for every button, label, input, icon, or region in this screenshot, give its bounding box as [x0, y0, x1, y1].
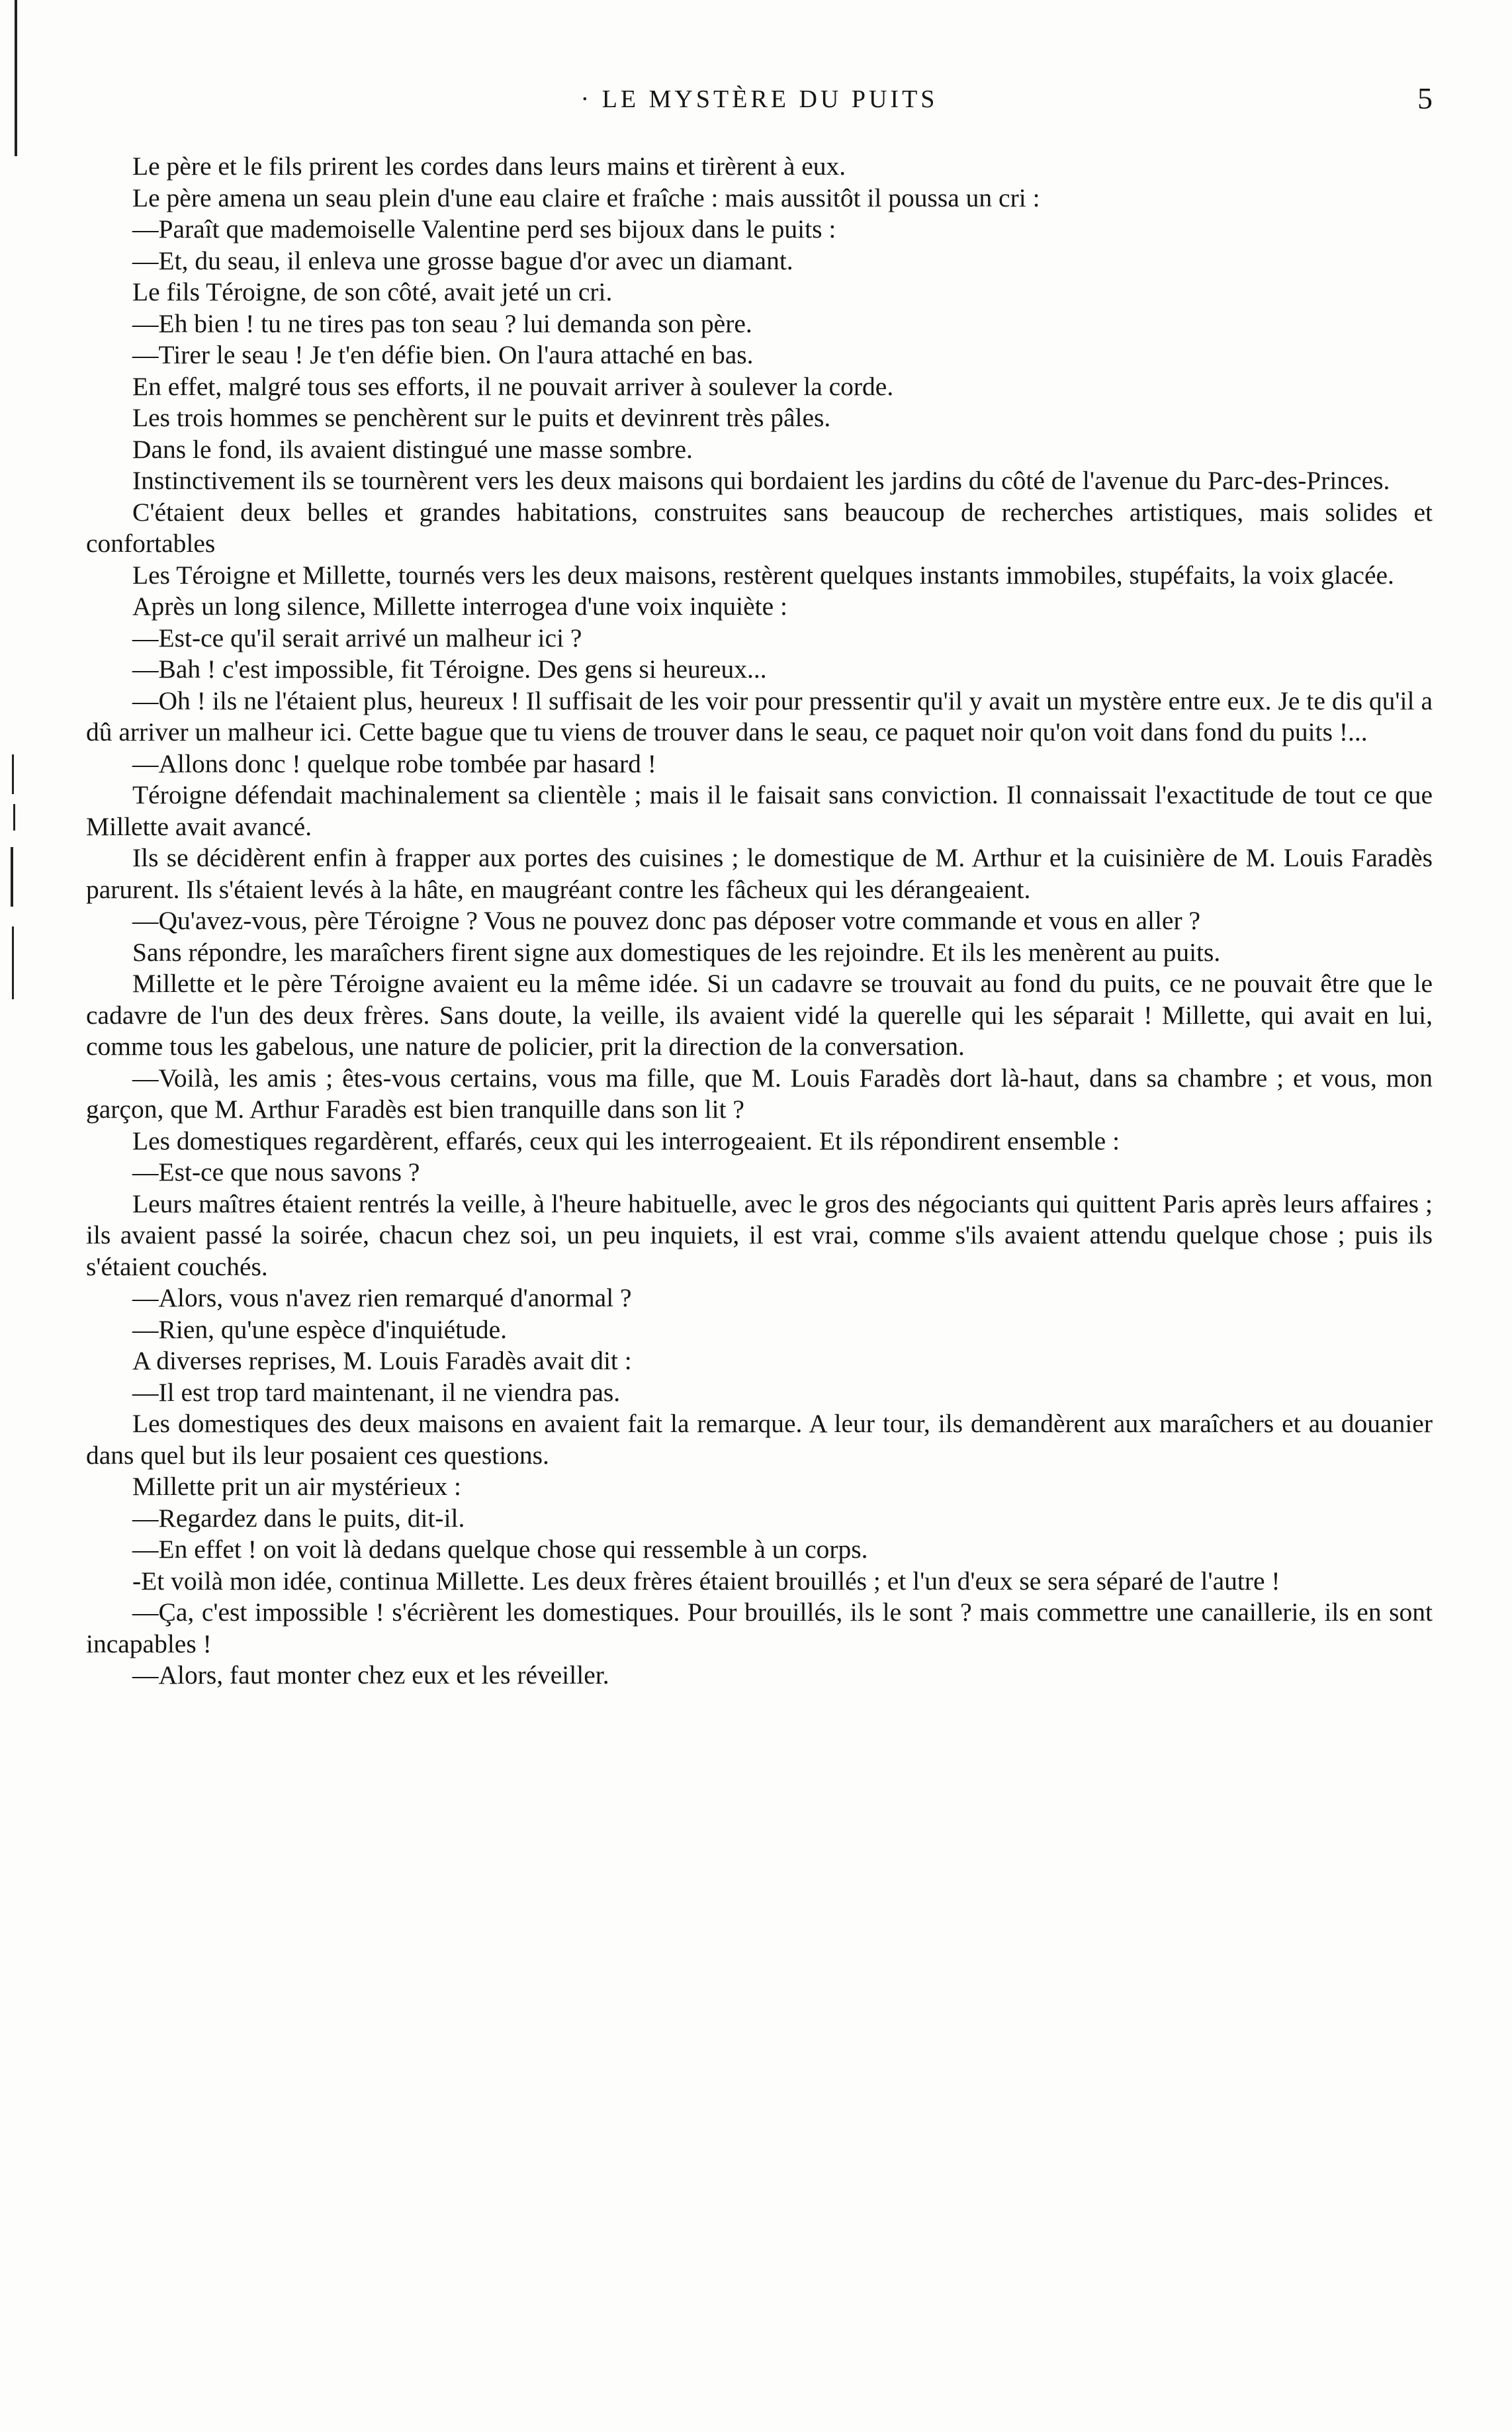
paragraph: Les Téroigne et Millette, tournés vers les deux maisons, restèrent quelques instants immobiles, stupéfaits, la voix glacée.: [132, 560, 1394, 590]
paragraph: —Rien, qu'une espèce d'inquiétude.: [132, 1314, 507, 1344]
paragraph: Les domestiques des deux maisons en avaient fait la remarque. A leur tour, ils demandèrent aux maraîchers et au douanier dans quel but ils leur posaient ces questions.: [86, 1409, 1433, 1470]
paragraph: Téroigne défendait machinalement sa clientèle ; mais il le faisait sans conviction. Il connaissait l'exactitude de tout ce que Millette avait avancé.: [86, 780, 1433, 841]
paragraph: Les trois hommes se penchèrent sur le puits et devinrent très pâles.: [132, 403, 831, 432]
paragraph: Le fils Téroigne, de son côté, avait jeté un cri.: [132, 277, 613, 306]
paragraph: Leurs maîtres étaient rentrés la veille, à l'heure habituelle, avec le gros des négociants qui quittent Paris après leurs affaires ; ils avaient passé la soirée, chacun chez soi, un peu inquiets, il est vrai, comme s'ils avaient attendu quelque chose ; puis ils s'étaient couchés.: [86, 1189, 1433, 1281]
paragraph: Dans le fond, ils avaient distingué une masse sombre.: [132, 434, 693, 464]
paragraph: Instinctivement ils se tournèrent vers les deux maisons qui bordaient les jardins du côté de l'avenue du Parc-des-Princes.: [132, 466, 1390, 495]
paragraph: —Et, du seau, il enleva une grosse bague d'or avec un diamant.: [132, 246, 793, 275]
paragraph: Après un long silence, Millette interrogea d'une voix inquiète :: [132, 592, 787, 621]
margin-rule: [12, 754, 14, 794]
paragraph: —Alors, faut monter chez eux et les réveiller.: [132, 1660, 609, 1689]
paragraph: Le père amena un seau plein d'une eau claire et fraîche : mais aussitôt il poussa un cri :: [132, 183, 1040, 212]
paragraph: Millette et le père Téroigne avaient eu la même idée. Si un cadavre se trouvait au fond du puits, ce ne pouvait être que le cadavre de l'un des deux frères. Sans doute, la veille, ils avaient vidé la querelle qui les séparait ! Millette, qui avait en lui, comme tous les gabelous, une nature de policier, prit la direction de la conversation.: [86, 969, 1433, 1061]
paragraph: A diverses reprises, M. Louis Faradès avait dit :: [132, 1346, 632, 1375]
paragraph: Le père et le fils prirent les cordes dans leurs mains et tirèrent à eux.: [132, 152, 846, 181]
paragraph: —Eh bien ! tu ne tires pas ton seau ? lui demanda son père.: [132, 308, 752, 338]
paragraph: —Voilà, les amis ; êtes-vous certains, vous ma fille, que M. Louis Faradès dort là-haut, dans sa chambre ; et vous, mon garçon, que M. Arthur Faradès est bien tranquille dans son lit ?: [86, 1063, 1433, 1124]
page-number: 5: [1417, 81, 1433, 115]
paragraph: —Ça, c'est impossible ! s'écrièrent les domestiques. Pour brouillés, ils le sont ? mais commettre une canaillerie, ils en sont incapables !: [86, 1598, 1433, 1658]
paragraph: -Et voilà mon idée, continua Millette. Les deux frères étaient brouillés ; et l'un d'eux se sera séparé de l'autre !: [132, 1566, 1280, 1596]
paragraph: —En effet ! on voit là dedans quelque chose qui ressemble à un corps.: [132, 1535, 868, 1564]
running-title: · LE MYSTÈRE DU PUITS: [580, 85, 938, 113]
paragraph: Ils se décidèrent enfin à frapper aux portes des cuisines ; le domestique de M. Arthur et la cuisinière de M. Louis Faradès parurent. Ils s'étaient levés à la hâte, en maugréant contre les fâcheux qui les dérangeaient.: [86, 843, 1433, 904]
paragraph: —Bah ! c'est impossible, fit Téroigne. Des gens si heureux...: [132, 654, 767, 684]
paragraph: Sans répondre, les maraîchers firent signe aux domestiques de les rejoindre. Et ils les menèrent au puits.: [132, 937, 1221, 967]
body-text: [86, 151, 1433, 1691]
paragraph: —Est-ce que nous savons ?: [132, 1157, 420, 1187]
paragraph: —Qu'avez-vous, père Téroigne ? Vous ne pouvez donc pas déposer votre commande et vous en aller ?: [132, 906, 1201, 935]
paragraph: —Allons donc ! quelque robe tombée par hasard !: [132, 748, 656, 778]
paragraph: Millette prit un air mystérieux :: [132, 1472, 461, 1501]
paragraph: —Alors, vous n'avez rien remarqué d'anormal ?: [132, 1283, 632, 1312]
margin-rule: [12, 926, 14, 999]
paragraph: En effet, malgré tous ses efforts, il ne pouvait arriver à soulever la corde.: [132, 371, 894, 401]
paragraph: —Il est trop tard maintenant, il ne viendra pas.: [132, 1377, 621, 1407]
paragraph: —Regardez dans le puits, dit-il.: [132, 1503, 465, 1533]
paragraph: Les domestiques regardèrent, effarés, ceux qui les interrogeaient. Et ils répondirent ensemble :: [132, 1126, 1120, 1155]
margin-rule: [15, 0, 17, 156]
margin-rule: [13, 804, 15, 831]
paragraph: —Tirer le seau ! Je t'en défie bien. On l'aura attaché en bas.: [132, 340, 754, 369]
paragraph: —Paraît que mademoiselle Valentine perd ses bijoux dans le puits :: [132, 214, 836, 244]
running-header: [86, 81, 1433, 124]
paragraph: —Oh ! ils ne l'étaient plus, heureux ! Il suffisait de les voir pour pressentir qu'il y avait un mystère entre eux. Je te dis qu'il a dû arriver un malheur ici. Cette bague que tu viens de trouver dans le seau, ce paquet noir qu'on voit dans fond du puits !...: [86, 686, 1433, 746]
margin-rule: [11, 847, 13, 907]
paragraph: C'étaient deux belles et grandes habitations, construites sans beaucoup de recherches artistiques, mais solides et confortables: [86, 497, 1433, 558]
paragraph: —Est-ce qu'il serait arrivé un malheur ici ?: [132, 623, 582, 653]
